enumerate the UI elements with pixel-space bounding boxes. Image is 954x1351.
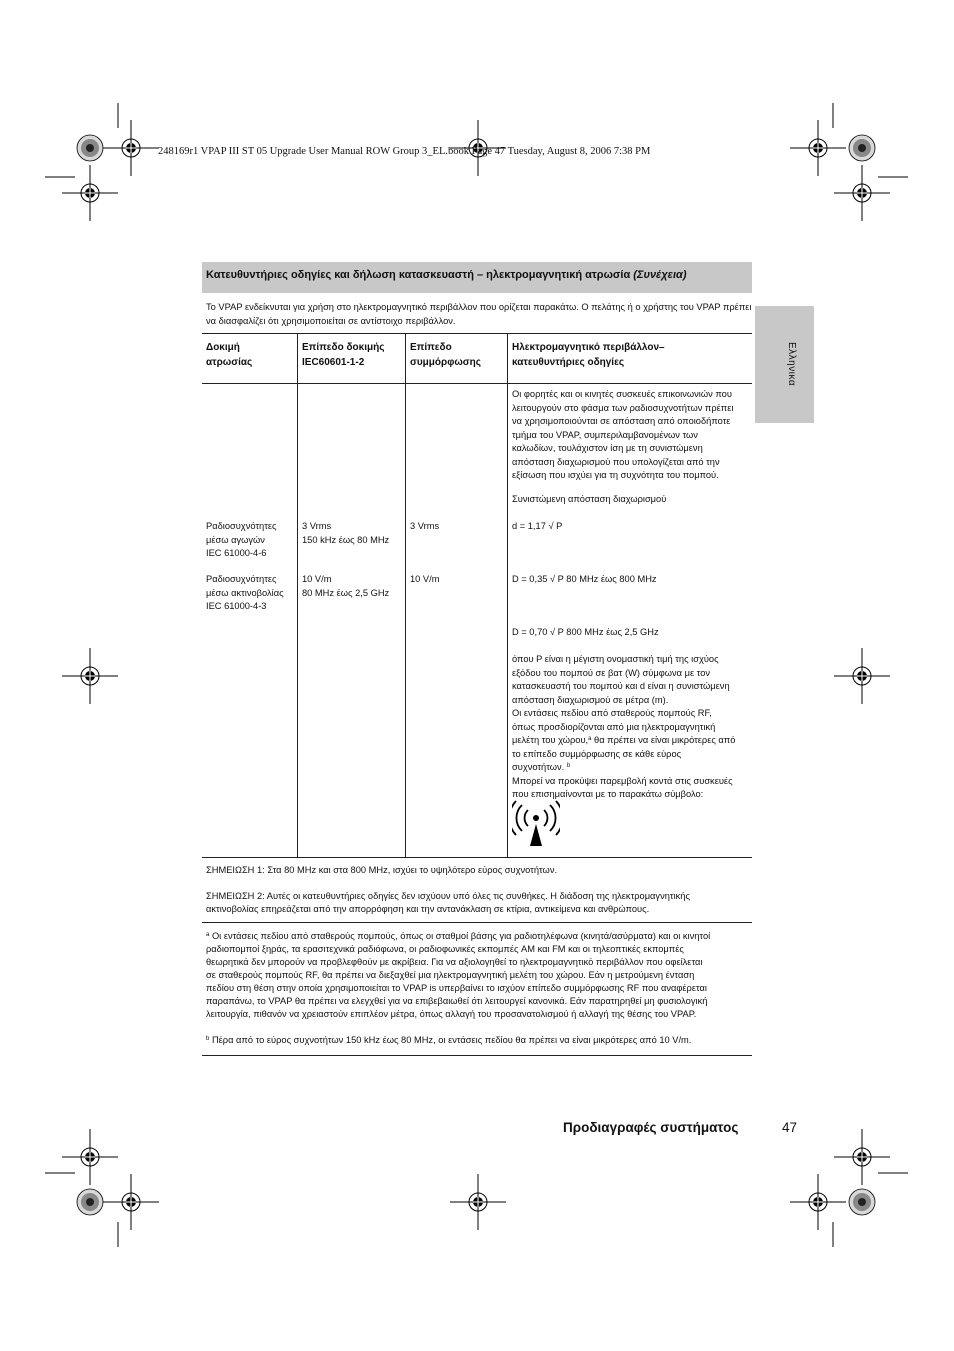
row2-level: 10 V/m 80 MHz έως 2,5 GHz <box>302 574 390 598</box>
note-2: ΣΗΜΕΙΩΣΗ 2: Αυτές οι κατευθυντήριες οδηγίες δεν ισχύουν υπό όλες τις συνθήκες. Η διάδοση της ηλεκτρομαγνητικής ακτινοβολίας επηρεάζεται από την απορρόφηση και την αντανάκλαση σε κτίρια, αντικείμενα και ανθρώπους. <box>206 891 690 914</box>
note-1: ΣΗΜΕΙΩΣΗ 1: Στα 80 MHz και στα 800 MHz, ισχύει το υψηλότερο εύρος συχνοτήτων. <box>206 865 558 875</box>
header-immunity-test: Δοκιμή ατρωσίας <box>206 342 253 368</box>
row2-formula-2: D = 0,70 √ P 800 MHz έως 2,5 GHz <box>512 627 659 637</box>
recommended-distance-label: Συνιστώμενη απόσταση διαχωρισμού <box>512 494 667 504</box>
footnotes-rule <box>202 1055 752 1056</box>
footnote-a: $^a$ Οι εντάσεις πεδίου από σταθερούς πομπούς, όπως οι σταθμοί βάσης για ραδιοτηλέφωνα (κινητά/ασύρματα) και οι κινητοί ραδιοπομποί ξηράς, τα ερασιτεχνικά ραδιόφωνα, οι ραδιοφωνικές εκπομπές AM και FM και οι τηλεοπτικές εκπομπές θεωρητικά δεν μπορούν να προβλεφθούν με ακρίβεια. Για να αξιολογηθεί το ηλεκτρομαγνητικό περιβάλλον που οφείλεται σε σταθερούς πομπούς RF, θα πρέπει να διεξαχθεί μια ηλεκτρομαγνητική μελέτη του χώρου. Εάν η μετρούμενη ένταση πεδίου στη θέση στην οποία χρησιμοποιείται το VPAP is υπερβαίνει το ισχύον επίπεδο συμμόρφωσης RF που αναφέρεται παραπάνω, το VPAP θα πρέπει να ελεγχθεί για να επιβεβαιωθεί ότι λειτουργεί κανονικά. Εάν παρατηρηθεί μη φυσιολογική λειτουργία, πιθανόν να χρειαστούν επιπλέον μέτρα, όπως αλλαγή του προσανατολισμού ή αλλαγή της θέσης του VPAP. <box>206 931 711 1019</box>
header-em-environment: Ηλεκτρομαγνητικό περιβάλλον– κατευθυντήριες οδηγίες <box>512 342 665 368</box>
language-tab-label: Ελληνικα <box>786 342 797 387</box>
table-top-rule <box>202 333 752 334</box>
guidance-intro: Οι φορητές και οι κινητές συσκευές επικοινωνιών που λειτουργούν στο φάσμα των ραδιοσυχνοτήτων πρέπει να χρησιμοποιούνται σε απόσταση από οποιοδήποτε τμήμα του VPAP, συμπεριλαμβανομένων των καλωδίων, τουλάχιστον ίση με τη συνιστώμενη απόσταση διαχωρισμού που υπολογίζεται από την εξίσωση που ισχύει για τη συχνότητα του πομπού. <box>512 389 734 480</box>
table-col-divider-3 <box>507 333 508 857</box>
table-title <box>206 269 686 281</box>
intro-paragraph: Το VPAP ενδείκνυται για χρήση στο ηλεκτρομαγνητικό περιβάλλον που ορίζεται παρακάτω. Ο πελάτης ή ο χρήστης του VPAP πρέπει να διασφαλίζει ότι χρησιμοποιείται σε αντίστοιχο περιβάλλον. <box>206 302 752 326</box>
book-header: 248169r1 VPAP III ST 05 Upgrade User Manual ROW Group 3_EL.book Page 47 Tuesday, August 8, 2006 7:38 PM <box>158 146 651 157</box>
row1-compliance: 3 Vrms <box>410 521 440 531</box>
row1-test: Ραδιοσυχνότητες μέσω αγωγών IEC 61000-4-6 <box>206 521 277 558</box>
header-test-level: Επίπεδο δοκιμής IEC60601-1-2 <box>302 342 385 368</box>
guidance-tail: όπου P είναι η μέγιστη ονομαστική τιμή της ισχύος εξόδου του πομπού σε βατ (W) σύμφωνα με τον κατασκευαστή του πομπού και d είναι η συνιστώμενη απόσταση διαχωρισμού σε μέτρα (m). Οι εντάσεις πεδίου από σταθερούς πομπούς RF, όπως προσδιορίζονται από μια ηλεκτρομαγνητική μελέτη του χώρου,$^a$ θα πρέπει να είναι μικρότερες από το επίπεδο συμμόρφωσης σε κάθε εύρος συχνοτήτων. $^b$ Μπορεί να προκύψει παρεμβολή κοντά στις συσκευές που επισημαίνονται με το παρακάτω σύμβολο: <box>512 654 736 799</box>
footnote-b: $^b$ Πέρα από το εύρος συχνοτήτων 150 kHz έως 80 MHz, οι εντάσεις πεδίου θα πρέπει να είναι μικρότερες από 10 V/m. <box>206 1035 692 1045</box>
table-bottom-rule <box>202 857 752 858</box>
table-title-main: Κατευθυντήριες οδηγίες και δήλωση κατασκευαστή – ηλεκτρομαγνητική ατρωσία <box>206 269 631 281</box>
header-compliance-level: Επίπεδο συμμόρφωσης <box>410 342 481 368</box>
row1-formula: d = 1,17 √ P <box>512 521 563 531</box>
row2-test: Ραδιοσυχνότητες μέσω ακτινοβολίας IEC 61000-4-3 <box>206 574 284 611</box>
table-title-continued: (Συνέχεια) <box>633 269 687 281</box>
table-col-divider-1 <box>297 333 298 857</box>
footer-section-title: Προδιαγραφές συστήματος <box>563 1120 739 1135</box>
row1-level: 3 Vrms 150 kHz έως 80 MHz <box>302 521 390 545</box>
table-col-divider-2 <box>405 333 406 857</box>
non-ionizing-radiation-icon <box>512 800 560 848</box>
language-tab <box>755 306 814 423</box>
table-header-rule <box>202 383 752 384</box>
table-title-bar <box>202 262 752 293</box>
notes-rule <box>202 922 752 923</box>
row2-compliance: 10 V/m <box>410 574 440 584</box>
page-number: 47 <box>782 1120 798 1135</box>
row2-formula-1: D = 0,35 √ P 80 MHz έως 800 MHz <box>512 574 657 584</box>
